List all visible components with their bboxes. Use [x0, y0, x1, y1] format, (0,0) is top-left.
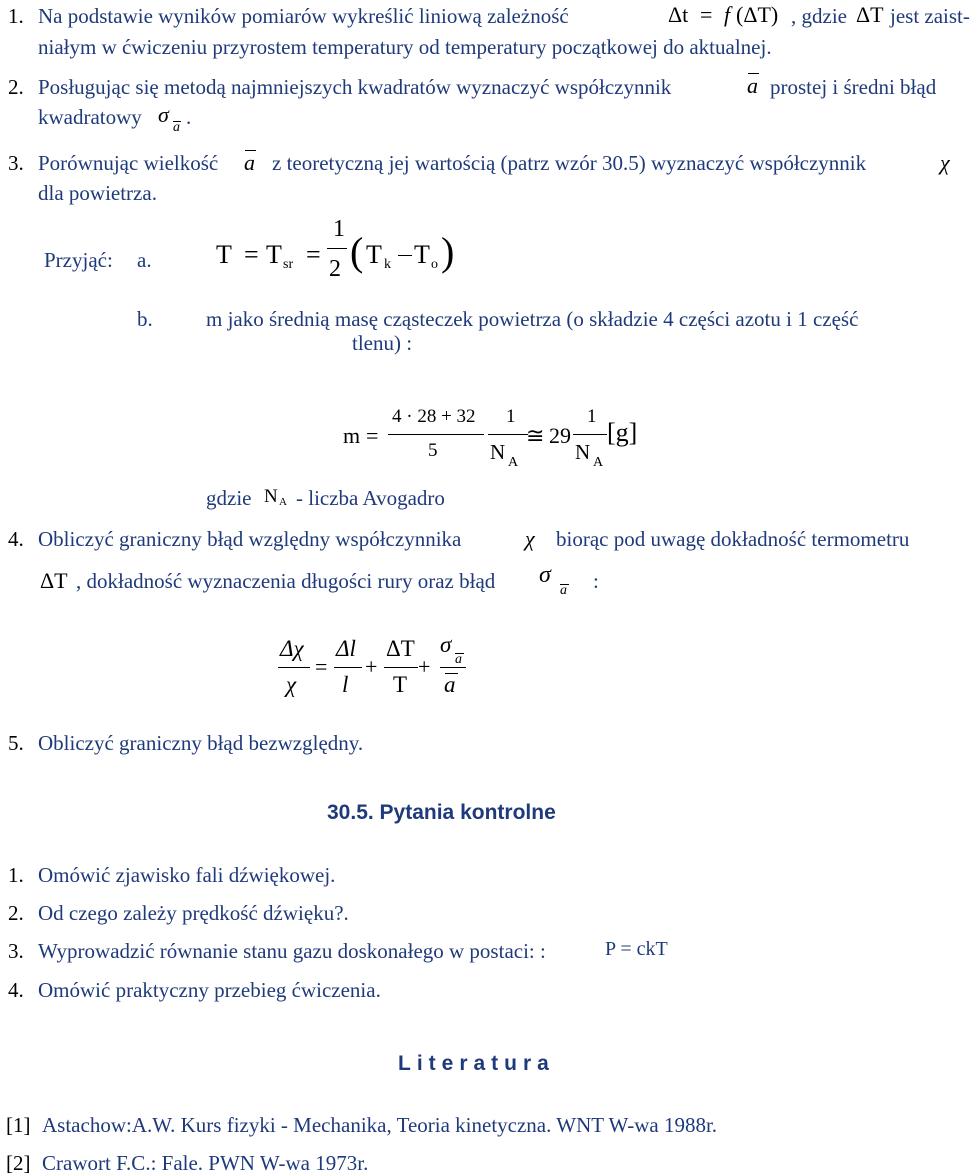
frac-num: ΔT	[386, 636, 415, 661]
frac-num: 1	[333, 216, 345, 242]
fraction-line	[440, 667, 466, 668]
frac-num: 1	[506, 406, 516, 427]
assume-b-text: m jako średnią masę cząsteczek powietrza (o składzie 4 części azotu i 1 część	[206, 307, 859, 331]
math-eq: =	[244, 240, 259, 269]
math-N: N	[264, 486, 278, 507]
math-sub-A: A	[593, 455, 604, 470]
frac-num: Δχ	[280, 636, 304, 661]
assume-a-label: a.	[137, 248, 152, 272]
assume-b-label: b.	[137, 307, 153, 331]
assume-b-text: tlenu) :	[352, 331, 413, 355]
math-sigma: σ	[158, 102, 169, 127]
question-number: 4.	[8, 978, 24, 1002]
fraction-line	[388, 434, 484, 435]
math-unit: [g]	[607, 418, 638, 447]
math-sub-A: A	[508, 455, 519, 470]
assume-label: Przyjąć:	[44, 248, 113, 272]
math-plus: +	[365, 654, 378, 679]
fraction-line	[278, 667, 310, 668]
math-plus: +	[418, 654, 431, 679]
item-text: jest zaist-	[890, 4, 970, 28]
item-text: niałym w ćwiczeniu przyrostem temperatury od temperatury początkowej do aktualnej.	[38, 35, 772, 59]
reference-number: [1]	[6, 1113, 31, 1137]
paren-right: )	[441, 229, 455, 274]
frac-num: 4 · 28 + 32	[392, 406, 476, 427]
frac-num: σ	[440, 632, 452, 657]
math-sub-A: A	[279, 496, 287, 508]
math-Tsr: T	[266, 240, 282, 269]
item-text: prostej i średni błąd	[770, 75, 937, 99]
math-eq: =	[315, 654, 328, 679]
paren-left: (	[350, 229, 364, 274]
question-text: Omówić praktyczny przebieg ćwiczenia.	[38, 978, 381, 1002]
math-sub-a: a	[455, 652, 462, 667]
gdzie-label: gdzie	[206, 486, 252, 510]
item-number: 5.	[8, 731, 24, 755]
math-N: N	[490, 440, 506, 464]
math-T: T	[216, 240, 232, 269]
math-dT-paren: (ΔT)	[736, 2, 779, 27]
literature-title: Literatura	[398, 1052, 555, 1075]
math-eq: =	[700, 2, 713, 27]
math-dT: ΔT	[856, 2, 884, 27]
math-eq: =	[306, 240, 321, 269]
item-text: z teoretyczną jej wartością (patrz wzór 30.5) wyznaczyć współczynnik	[272, 151, 867, 175]
item-text: :	[593, 569, 599, 593]
math-To: T	[414, 240, 430, 269]
math-N: N	[575, 440, 591, 464]
item-text: biorąc pod uwagę dokładność termometru	[556, 527, 910, 551]
item-text: Porównując wielkość	[38, 151, 219, 175]
fraction-line	[327, 248, 347, 249]
item-text: Na podstawie wyników pomiarów wykreślić liniową zależność	[38, 4, 569, 28]
item-number: 2.	[8, 75, 24, 99]
question-number: 2.	[8, 901, 24, 925]
math-29: 29	[549, 423, 571, 448]
reference-number: [2]	[6, 1151, 31, 1175]
math-sub-k: k	[384, 257, 391, 272]
question-text: Wyprowadzić równanie stanu gazu doskonałego w postaci: :	[38, 939, 546, 963]
reference-text: Crawort F.C.: Fale. PWN W-wa 1973r.	[42, 1151, 369, 1175]
math-sub-o: o	[431, 257, 438, 272]
question-number: 3.	[8, 939, 24, 963]
math-a: a	[244, 150, 255, 175]
reference-text: Astachow:A.W. Kurs fizyki - Mechanika, Teoria kinetyczna. WNT W-wa 1988r.	[42, 1113, 718, 1137]
math-sigma: σ	[539, 562, 551, 588]
frac-den: T	[393, 672, 408, 697]
frac-den: l	[342, 672, 349, 697]
question-text: Od czego zależy prędkość dźwięku?.	[38, 901, 349, 925]
math-approx: ≅	[526, 423, 545, 448]
item-text: Obliczyć graniczny błąd bezwzględny.	[38, 731, 364, 755]
section-title: 30.5. Pytania kontrolne	[327, 801, 556, 824]
frac-den: χ	[286, 672, 297, 697]
frac-num: 1	[587, 406, 597, 427]
item-text: .	[186, 105, 192, 129]
math-sub-sr: sr	[283, 257, 294, 272]
item-number: 3.	[8, 151, 24, 175]
math-dT: ΔT	[40, 568, 68, 593]
math-eq: =	[366, 423, 379, 448]
frac-den: 5	[428, 440, 438, 461]
item-number: 1.	[8, 4, 24, 28]
question-text: Omówić zjawisko fali dźwiękowej.	[38, 863, 336, 887]
math-a: a	[747, 73, 758, 98]
item-text: dla powietrza.	[38, 181, 157, 205]
frac-den: a	[444, 672, 456, 697]
math-chi: χ	[525, 526, 535, 551]
item-text: , dokładność wyznaczenia długości rury oraz błąd	[76, 569, 496, 593]
question-formula: P = ckT	[605, 938, 668, 960]
math-sub-a: a	[173, 120, 180, 135]
fraction-line	[334, 667, 362, 668]
item-text: , gdzie	[791, 4, 847, 28]
math-sub-a: a	[560, 583, 567, 598]
math-dt: Δt	[668, 2, 689, 27]
math-m: m	[343, 423, 361, 448]
item-text: Obliczyć graniczny błąd względny współczynnika	[38, 527, 462, 551]
math-f: f	[724, 2, 731, 27]
fraction-line	[384, 667, 418, 668]
item-text: Posługując się metodą najmniejszych kwadratów wyznaczyć współczynnik	[38, 75, 672, 99]
fraction-line	[488, 434, 528, 435]
na-desc: - liczba Avogadro	[296, 486, 445, 510]
minus-sign	[398, 255, 412, 256]
fraction-line	[573, 434, 607, 435]
math-Tk: T	[366, 240, 382, 269]
item-number: 4.	[8, 527, 24, 551]
question-number: 1.	[8, 863, 24, 887]
item-text: kwadratowy	[38, 105, 142, 129]
frac-den: 2	[329, 256, 341, 282]
frac-num: Δl	[336, 636, 356, 661]
math-chi: χ	[940, 150, 950, 175]
